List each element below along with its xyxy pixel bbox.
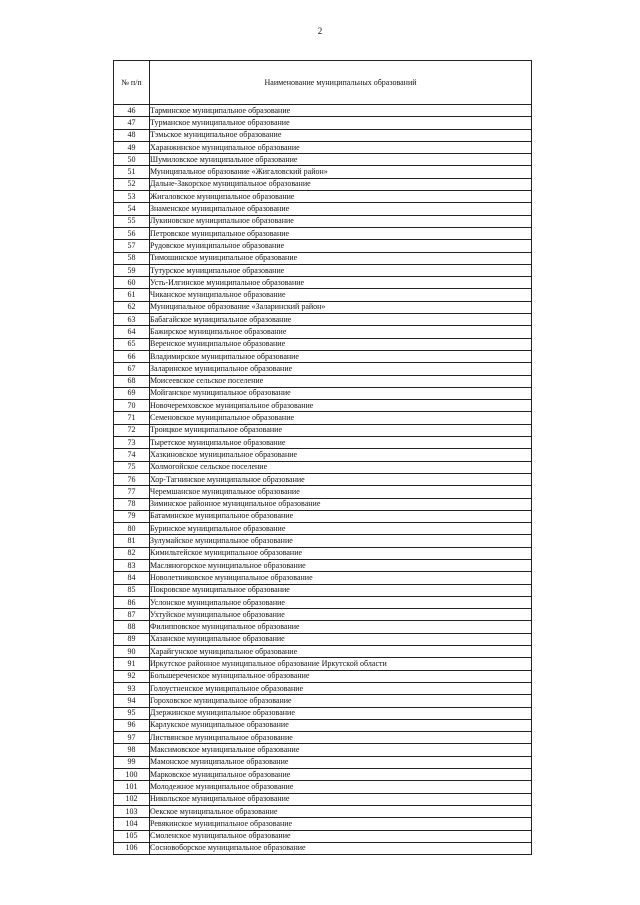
table-row — [114, 473, 532, 485]
table-row — [114, 166, 532, 178]
table-row — [114, 695, 532, 707]
table-row — [114, 719, 532, 731]
table-row — [114, 670, 532, 682]
row-number: 64 — [114, 326, 150, 338]
municipality-name: Новочеремховское муниципальное образование — [150, 400, 532, 412]
municipalities-table — [113, 60, 532, 855]
table-row — [114, 203, 532, 215]
municipality-name: Зулумайское муниципальное образование — [150, 535, 532, 547]
municipality-name: Рудовское муниципальное образование — [150, 240, 532, 252]
municipality-name: Новолетниковское муниципальное образование — [150, 572, 532, 584]
row-number: 54 — [114, 203, 150, 215]
table-row — [114, 141, 532, 153]
municipality-name: Харанжинское муниципальное образование — [150, 141, 532, 153]
row-number: 52 — [114, 178, 150, 190]
table-row — [114, 621, 532, 633]
municipality-name: Молодежное муниципальное образование — [150, 781, 532, 793]
table-row — [114, 744, 532, 756]
row-number: 63 — [114, 314, 150, 326]
row-number: 57 — [114, 240, 150, 252]
table-row — [114, 596, 532, 608]
row-number: 50 — [114, 154, 150, 166]
table-row — [114, 830, 532, 842]
table-row — [114, 117, 532, 129]
municipality-name: Голоустненское муниципальное образование — [150, 682, 532, 694]
row-number: 72 — [114, 424, 150, 436]
municipality-name: Большереченское муниципальное образование — [150, 670, 532, 682]
table-row — [114, 387, 532, 399]
row-number: 96 — [114, 719, 150, 731]
municipality-name: Буринское муниципальное образование — [150, 523, 532, 535]
table-row — [114, 756, 532, 768]
row-number: 84 — [114, 572, 150, 584]
municipality-name: Смоленское муниципальное образование — [150, 830, 532, 842]
table-row — [114, 682, 532, 694]
row-number: 80 — [114, 523, 150, 535]
row-number: 69 — [114, 387, 150, 399]
municipality-name: Покровское муниципальное образование — [150, 584, 532, 596]
row-number: 58 — [114, 252, 150, 264]
row-number: 86 — [114, 596, 150, 608]
table-row — [114, 609, 532, 621]
row-number: 100 — [114, 769, 150, 781]
row-number: 66 — [114, 350, 150, 362]
municipality-name: Хазанское муниципальное образование — [150, 633, 532, 645]
table-row — [114, 154, 532, 166]
row-number: 99 — [114, 756, 150, 768]
table-row — [114, 363, 532, 375]
municipality-name: Хазкиновское муниципальное образование — [150, 449, 532, 461]
municipality-name: Хор-Тагнинское муниципальное образование — [150, 473, 532, 485]
row-number: 90 — [114, 646, 150, 658]
row-number: 70 — [114, 400, 150, 412]
row-number: 62 — [114, 301, 150, 313]
row-number: 53 — [114, 191, 150, 203]
table-row — [114, 523, 532, 535]
table-row — [114, 178, 532, 190]
row-number: 46 — [114, 105, 150, 117]
table-row — [114, 498, 532, 510]
row-number: 77 — [114, 486, 150, 498]
row-number: 82 — [114, 547, 150, 559]
row-number: 97 — [114, 732, 150, 744]
municipality-name: Дзержинское муниципальное образование — [150, 707, 532, 719]
table-header-row — [114, 61, 532, 105]
row-number: 101 — [114, 781, 150, 793]
municipality-name: Харайгунское муниципальное образование — [150, 646, 532, 658]
row-number: 91 — [114, 658, 150, 670]
row-number: 61 — [114, 289, 150, 301]
row-number: 73 — [114, 437, 150, 449]
row-number: 78 — [114, 498, 150, 510]
row-number: 81 — [114, 535, 150, 547]
row-number: 83 — [114, 559, 150, 571]
municipality-name: Никольское муниципальное образование — [150, 793, 532, 805]
row-number: 60 — [114, 277, 150, 289]
municipality-name: Тутурское муниципальное образование — [150, 264, 532, 276]
table-row — [114, 486, 532, 498]
municipality-name: Услонское муниципальное образование — [150, 596, 532, 608]
municipality-name: Тарминское муниципальное образование — [150, 105, 532, 117]
row-number: 94 — [114, 695, 150, 707]
table-row — [114, 412, 532, 424]
municipality-name: Дальне-Закорское муниципальное образование — [150, 178, 532, 190]
row-number: 56 — [114, 227, 150, 239]
table-row — [114, 793, 532, 805]
municipality-name: Зиминское районное муниципальное образование — [150, 498, 532, 510]
municipality-name: Знаменское муниципальное образование — [150, 203, 532, 215]
municipality-name: Марковское муниципальное образование — [150, 769, 532, 781]
table-row — [114, 805, 532, 817]
municipality-name: Тэмьское муниципальное образование — [150, 129, 532, 141]
row-number: 67 — [114, 363, 150, 375]
table-row — [114, 633, 532, 645]
header-number: № п/п — [114, 61, 150, 105]
municipality-name: Муниципальное образование «Жигаловский район» — [150, 166, 532, 178]
table-row — [114, 449, 532, 461]
table-row — [114, 769, 532, 781]
municipality-name: Бабагайское муниципальное образование — [150, 314, 532, 326]
municipality-name: Листвянское муниципальное образование — [150, 732, 532, 744]
municipality-name: Моисеевское сельское поселение — [150, 375, 532, 387]
municipality-name: Тимошинское муниципальное образование — [150, 252, 532, 264]
municipality-name: Ревякинское муниципальное образование — [150, 818, 532, 830]
row-number: 93 — [114, 682, 150, 694]
municipality-name: Веренское муниципальное образование — [150, 338, 532, 350]
table-row — [114, 301, 532, 313]
municipality-name: Усть-Илгинское муниципальное образование — [150, 277, 532, 289]
table-row — [114, 375, 532, 387]
municipality-name: Максимовское муниципальное образование — [150, 744, 532, 756]
table-row — [114, 338, 532, 350]
municipality-name: Ухтуйское муниципальное образование — [150, 609, 532, 621]
municipality-name: Заларинское муниципальное образование — [150, 363, 532, 375]
municipality-name: Филипповское муниципальное образование — [150, 621, 532, 633]
row-number: 89 — [114, 633, 150, 645]
table-row — [114, 277, 532, 289]
table-row — [114, 842, 532, 854]
municipality-name: Черемшанское муниципальное образование — [150, 486, 532, 498]
row-number: 104 — [114, 818, 150, 830]
municipality-name: Сосновоборское муниципальное образование — [150, 842, 532, 854]
table-row — [114, 264, 532, 276]
table-row — [114, 732, 532, 744]
table-row — [114, 215, 532, 227]
table-row — [114, 707, 532, 719]
municipality-name: Троицкое муниципальное образование — [150, 424, 532, 436]
municipality-name: Карлукское муниципальное образование — [150, 719, 532, 731]
municipality-name: Шумиловское муниципальное образование — [150, 154, 532, 166]
table-row — [114, 535, 532, 547]
table-row — [114, 350, 532, 362]
table-body — [114, 105, 532, 855]
row-number: 105 — [114, 830, 150, 842]
row-number: 95 — [114, 707, 150, 719]
row-number: 85 — [114, 584, 150, 596]
table-row — [114, 424, 532, 436]
row-number: 79 — [114, 510, 150, 522]
row-number: 48 — [114, 129, 150, 141]
municipality-name: Бажирское муниципальное образование — [150, 326, 532, 338]
table-row — [114, 559, 532, 571]
row-number: 76 — [114, 473, 150, 485]
table-row — [114, 252, 532, 264]
row-number: 103 — [114, 805, 150, 817]
municipality-name: Иркутское районное муниципальное образование Иркутской области — [150, 658, 532, 670]
table-row — [114, 326, 532, 338]
municipality-name: Чиканское муниципальное образование — [150, 289, 532, 301]
municipality-name: Оекское муниципальное образование — [150, 805, 532, 817]
table-row — [114, 227, 532, 239]
row-number: 55 — [114, 215, 150, 227]
row-number: 87 — [114, 609, 150, 621]
table-row — [114, 129, 532, 141]
table-row — [114, 437, 532, 449]
row-number: 49 — [114, 141, 150, 153]
municipality-name: Семеновское муниципальное образование — [150, 412, 532, 424]
page-number: 2 — [317, 26, 323, 36]
row-number: 102 — [114, 793, 150, 805]
table-row — [114, 510, 532, 522]
table-row — [114, 289, 532, 301]
table-row — [114, 547, 532, 559]
table-row — [114, 818, 532, 830]
row-number: 88 — [114, 621, 150, 633]
table-row — [114, 400, 532, 412]
table-row — [114, 191, 532, 203]
table-row — [114, 240, 532, 252]
table-row — [114, 646, 532, 658]
table-row — [114, 781, 532, 793]
row-number: 98 — [114, 744, 150, 756]
row-number: 59 — [114, 264, 150, 276]
table-row — [114, 658, 532, 670]
row-number: 75 — [114, 461, 150, 473]
municipality-name: Тыретское муниципальное образование — [150, 437, 532, 449]
row-number: 71 — [114, 412, 150, 424]
row-number: 51 — [114, 166, 150, 178]
row-number: 47 — [114, 117, 150, 129]
table-row — [114, 314, 532, 326]
table-row — [114, 105, 532, 117]
table-row — [114, 461, 532, 473]
municipality-name: Масляногорское муниципальное образование — [150, 559, 532, 571]
municipality-name: Мамонское муниципальное образование — [150, 756, 532, 768]
row-number: 106 — [114, 842, 150, 854]
municipality-name: Лукиновское муниципальное образование — [150, 215, 532, 227]
municipality-name: Петровское муниципальное образование — [150, 227, 532, 239]
table-row — [114, 572, 532, 584]
municipality-name: Владимирское муниципальное образование — [150, 350, 532, 362]
municipality-name: Батаминское муниципальное образование — [150, 510, 532, 522]
municipality-name: Гороховское муниципальное образование — [150, 695, 532, 707]
municipality-name: Холмогойское сельское поселение — [150, 461, 532, 473]
municipality-name: Мойганское муниципальное образование — [150, 387, 532, 399]
row-number: 92 — [114, 670, 150, 682]
header-name: Наименование муниципальных образований — [150, 61, 532, 105]
table-row — [114, 584, 532, 596]
municipality-name: Кимильтейское муниципальное образование — [150, 547, 532, 559]
row-number: 65 — [114, 338, 150, 350]
municipality-name: Жигаловское муниципальное образование — [150, 191, 532, 203]
municipality-name: Муниципальное образование «Заларинский район» — [150, 301, 532, 313]
row-number: 74 — [114, 449, 150, 461]
municipality-name: Турманское муниципальное образование — [150, 117, 532, 129]
row-number: 68 — [114, 375, 150, 387]
